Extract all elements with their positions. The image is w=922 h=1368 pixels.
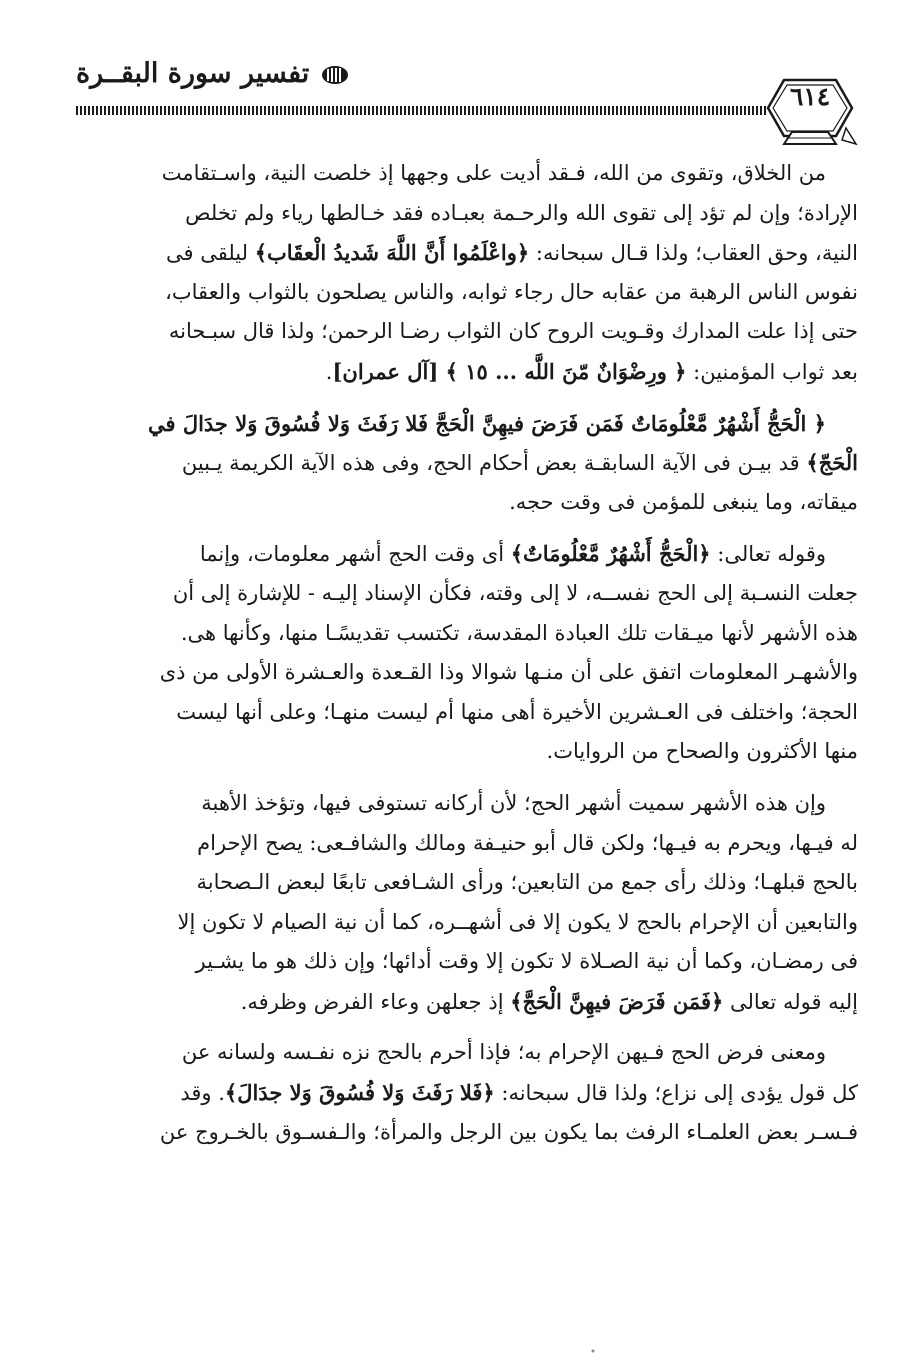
text-line <box>76 732 858 772</box>
paragraph-gap <box>76 392 858 404</box>
text-segment: نفوس الناس الرهبة من عقابه حال رجاء ثوابه، والناس يصلحون بالثواب والعقاب، <box>165 279 858 304</box>
text-line <box>76 352 858 392</box>
text-segment: منها الأكثرون والصحاح من الروايات. <box>546 739 858 764</box>
text-segment: أى وقت الحج أشهر معلومات، وإنما <box>199 542 511 567</box>
quran-quote: ﴿ ورِضْوَانٌ مّنَ اللَّه ... ١٥ ﴾ <box>445 358 687 384</box>
text-segment: له فيـها، ويحرم به فيـها؛ ولكن قال أبو حنيـفة ومالك والشافـعى: يصح الإحرام <box>197 830 858 855</box>
quran-quote: ﴿ الْحَجُّ أَشْهُرٌ مَّعْلُومَاتٌ فَمَن فَرَضَ فيهِنَّ الْحَجَّ فَلا رَفَثَ وَلا فُسُوقَ وَلا جدَالَ في <box>147 410 826 436</box>
footer-dot-icon <box>588 1346 598 1356</box>
text-line <box>76 1113 858 1153</box>
text-line <box>76 653 858 693</box>
text-line <box>76 693 858 733</box>
text-line <box>76 404 858 444</box>
text-line <box>76 194 858 234</box>
text-segment: ليلقى فى <box>166 241 255 266</box>
text-segment: وقوله تعالى: <box>710 542 826 567</box>
text-line <box>76 824 858 864</box>
text-segment: من الخلاق، وتقوى من الله، فـقد أديت على وجهها إذ خلصت النية، واسـتقامت <box>161 161 826 185</box>
quran-quote: ﴿واعْلَمُوا أَنَّ اللَّهَ شَديدُ الْعقَاب﴾ <box>254 240 530 266</box>
text-line <box>76 574 858 614</box>
text-segment: وإن هذه الأشهر سميت أشهر الحج؛ لأن أركانه تستوفى فيها، وتؤخذ الأهبة <box>201 790 826 815</box>
text-segment: الحجة؛ واختلف فى العـشرين الأخيرة أهى منها أم ليست منهـا؛ وعلى أنها ليست <box>176 699 858 724</box>
text-line <box>76 233 858 273</box>
paragraph-gap <box>76 522 858 534</box>
text-line <box>76 942 858 982</box>
text-line <box>76 483 858 523</box>
running-title: تفسير سورة البقــرة <box>76 58 310 89</box>
text-line <box>76 443 858 483</box>
text-line <box>76 863 858 903</box>
text-line <box>76 534 858 574</box>
text-segment: . <box>325 359 333 384</box>
text-line <box>76 903 858 943</box>
text-segment: فـسـر بعض العلمـاء الرفث بما يكون بين الرجل والمرأة؛ والـفسـوق بالخـروج عن <box>159 1119 858 1144</box>
text-line <box>76 154 858 194</box>
text-segment: . وقد <box>180 1081 225 1106</box>
quran-quote: ﴿فَلا رَفَثَ وَلا فُسُوقَ وَلا جدَالَ﴾ <box>224 1080 495 1106</box>
text-segment: كل قول يؤدى إلى نزاع؛ ولذا قال سبحانه: <box>494 1081 858 1106</box>
text-segment: ومعنى فرض الحج فـيهن الإحرام به؛ فإذا أحرم بالحج نزه نفـسه ولسانه عن <box>181 1040 826 1065</box>
body-text <box>76 154 858 1152</box>
text-segment: قد بيـن فى الآية السابقـة بعض أحكام الحج، وفى هذه الآية الكريمة يـبين <box>181 451 807 476</box>
text-segment: جعلت النسـبة إلى الحج نفســه، لا إلى وقته، فكأن الإسناد إليـه - للإشارة إلى أن <box>172 580 858 605</box>
page-header <box>0 0 922 150</box>
text-segment: والأشهـر المعلومات اتفق على أن منـها شوالا وذا القـعدة والعـشرة الأولى من ذى <box>159 660 858 685</box>
text-segment: الإرادة؛ وإن لم تؤد إلى تقوى الله والرحـمة بعبـاده فقد خـالطها رياء ولم تخلص <box>185 200 858 225</box>
quran-quote: ﴿الْحَجُّ أَشْهُرٌ مَّعْلُومَاتٌ﴾ <box>510 541 711 567</box>
text-segment: بالحج قبلهـا؛ وذلك رأى جمع من التابعين؛ ورأى الشـافعى تابعًا لبعض الـصحابة <box>196 870 858 895</box>
text-line <box>76 614 858 654</box>
paragraph-gap <box>76 1021 858 1033</box>
text-line <box>76 273 858 313</box>
text-segment: هذه الأشهر لأنها ميـقات تلك العبادة المقدسة، تكتسب تقديسًـا منها، وكأنها هى. <box>180 620 858 645</box>
paragraph-gap <box>76 772 858 784</box>
text-segment: بعد ثواب المؤمنين: <box>686 359 858 384</box>
text-line <box>76 784 858 824</box>
text-line <box>76 1033 858 1073</box>
text-segment: إذ جعلهن وعاء الفرض وظرفه. <box>240 989 511 1014</box>
text-segment: النية، وحق العقاب؛ ولذا قـال سبحانه: <box>529 241 858 266</box>
text-line <box>76 1073 858 1113</box>
text-segment: ميقاته، وما ينبغى للمؤمن فى وقت حجه. <box>509 489 858 514</box>
page-number: ٦١٤ <box>789 82 831 111</box>
header-rule <box>76 106 766 115</box>
text-segment: والتابعين أن الإحرام بالحج لا يكون إلا فى أشهــره، كما أن نية الصيام لا تكون إلا <box>177 909 858 934</box>
text-segment: فى رمضـان، وكما أن نية الصـلاة لا تكون إلا وقت أدائها؛ وإن ذلك هو ما يشـير <box>195 949 858 974</box>
quran-quote: الْحَجّ﴾ <box>806 450 858 476</box>
text-line <box>76 982 858 1022</box>
quran-quote: ﴿فَمَن فَرَضَ فيهِنَّ الْحَجَّ﴾ <box>510 988 724 1014</box>
text-line <box>76 312 858 352</box>
text-segment: إليه قوله تعالى <box>723 989 858 1014</box>
text-segment: حتى إذا علت المدارك وقـويت الروح كان الثواب رضـا الرحمن؛ ولذا قال سبـحانه <box>168 319 858 344</box>
ornament-icon <box>320 64 350 86</box>
quran-quote: [آل عمران] <box>332 358 446 384</box>
